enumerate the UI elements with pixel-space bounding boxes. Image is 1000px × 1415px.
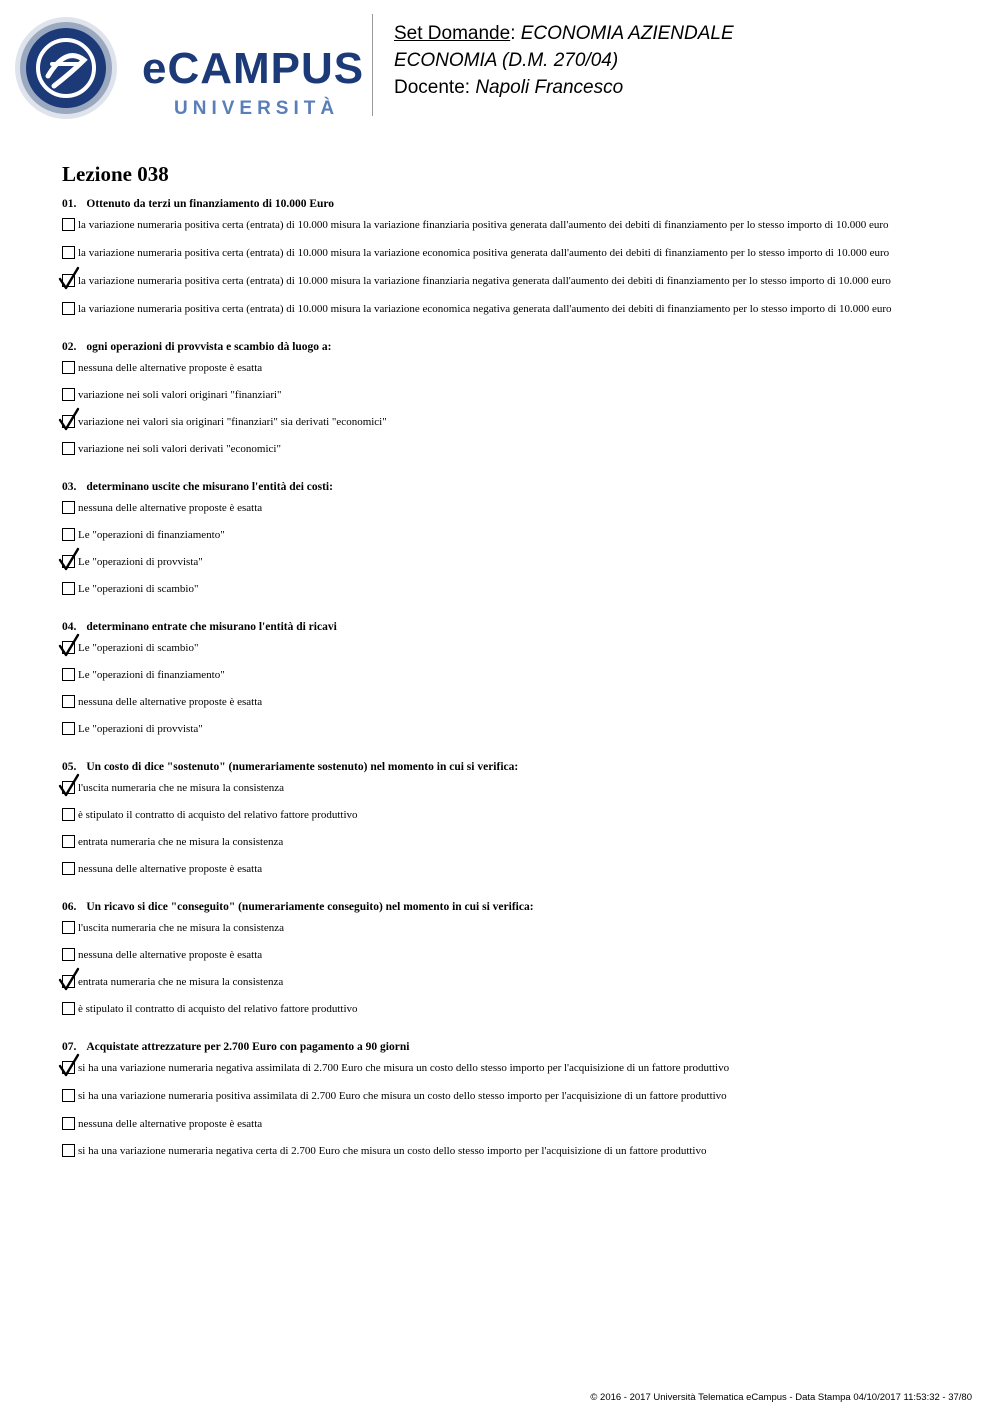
question-title (62, 477, 942, 497)
answer-text: Le "operazioni di provvista" (78, 723, 203, 735)
answer-option (62, 555, 942, 570)
header-degree: ECONOMIA (D.M. 270/04) (394, 50, 619, 71)
answer-text: si ha una variazione numeraria positiva assimilata di 2.700 Euro che misura un costo dello stesso importo per l'acquisizione di un fattore produttivo (78, 1090, 727, 1102)
answer-checkbox[interactable] (62, 641, 75, 654)
question-number: 02. (62, 341, 77, 353)
checkmark-icon (58, 967, 80, 991)
question-number: 01. (62, 198, 77, 210)
answer-text: la variazione numeraria positiva certa (entrata) di 10.000 misura la variazione economica negativa generata dall'aumento dei debiti di finanziamento per lo stesso importo di 10.000 euro (78, 303, 892, 315)
answer-checkbox[interactable] (62, 862, 75, 875)
answer-option (62, 975, 942, 990)
answer-checkbox[interactable] (62, 302, 75, 315)
answer-option (62, 1089, 942, 1104)
answer-checkbox[interactable] (62, 246, 75, 259)
answer-text: Le "operazioni di scambio" (78, 583, 199, 595)
answer-text: è stipulato il contratto di acquisto del relativo fattore produttivo (78, 1003, 358, 1015)
answer-text: la variazione numeraria positiva certa (entrata) di 10.000 misura la variazione finanziaria negativa generata dall'aumento dei debiti di finanziamento per lo stesso importo di 10.000 euro (78, 275, 891, 287)
answer-option (62, 361, 942, 376)
answer-checkbox[interactable] (62, 835, 75, 848)
question-4 (62, 617, 942, 737)
question-6 (62, 897, 942, 1017)
answer-checkbox[interactable] (62, 442, 75, 455)
answer-text: nessuna delle alternative proposte è esatta (78, 696, 263, 708)
question-title (62, 617, 942, 637)
answer-option (62, 528, 942, 543)
question-text: determinano entrate che misurano l'entità di ricavi (86, 621, 337, 633)
answer-option (62, 1117, 942, 1132)
answer-text: Le "operazioni di scambio" (78, 642, 199, 654)
answer-checkbox[interactable] (62, 948, 75, 961)
question-text: Ottenuto da terzi un finanziamento di 10.000 Euro (86, 198, 335, 210)
answer-checkbox[interactable] (62, 781, 75, 794)
question-text: determinano uscite che misurano l'entità dei costi: (86, 481, 333, 493)
answer-option (62, 722, 942, 737)
question-number: 07. (62, 1041, 77, 1053)
question-text: Un ricavo si dice "conseguito" (numerariamente conseguito) nel momento in cui si verifica: (86, 901, 534, 913)
answer-option (62, 781, 942, 796)
checkmark-icon (58, 407, 80, 431)
answer-text: Le "operazioni di provvista" (78, 556, 203, 568)
answer-option (62, 582, 942, 597)
answer-text: si ha una variazione numeraria negativa assimilata di 2.700 Euro che misura un costo dello stesso importo per l'acquisizione di un fattore produttivo (78, 1062, 730, 1074)
answer-checkbox[interactable] (62, 695, 75, 708)
answer-option (62, 442, 942, 457)
question-title (62, 1037, 942, 1057)
answer-text: nessuna delle alternative proposte è esatta (78, 1118, 263, 1130)
answer-option (62, 274, 942, 289)
answer-option (62, 668, 942, 683)
answer-text: l'uscita numeraria che ne misura la consistenza (78, 922, 285, 934)
answer-option (62, 302, 942, 317)
header-teacher-line (394, 76, 623, 100)
course-name: ECONOMIA AZIENDALE (520, 23, 734, 44)
teacher-name: Napoli Francesco (475, 77, 624, 98)
answer-option (62, 1002, 942, 1017)
question-number: 04. (62, 621, 77, 633)
answer-text: è stipulato il contratto di acquisto del relativo fattore produttivo (78, 809, 358, 821)
answer-text: nessuna delle alternative proposte è esatta (78, 863, 263, 875)
answer-option (62, 948, 942, 963)
set-label: Set Domande (394, 23, 511, 44)
question-title (62, 337, 942, 357)
question-text: ogni operazioni di provvista e scambio dà luogo a: (86, 341, 332, 353)
answer-text: si ha una variazione numeraria negativa certa di 2.700 Euro che misura un costo dello stesso importo per l'acquisizione di un fattore produttivo (78, 1145, 707, 1157)
answer-checkbox[interactable] (62, 668, 75, 681)
header-course-line: Set Domande: ECONOMIA AZIENDALE (394, 23, 734, 44)
answer-checkbox[interactable] (62, 528, 75, 541)
question-2 (62, 337, 942, 457)
answer-checkbox[interactable] (62, 501, 75, 514)
answer-option (62, 695, 942, 710)
page-footer: © 2016 - 2017 Università Telematica eCampus - Data Stampa 04/10/2017 11:53:32 - 37/80 (590, 1392, 972, 1403)
answer-checkbox[interactable] (62, 808, 75, 821)
checkmark-icon (58, 266, 80, 290)
answer-option (62, 1061, 942, 1076)
answer-text: variazione nei soli valori originari "finanziari" (78, 389, 282, 401)
answer-text: l'uscita numeraria che ne misura la consistenza (78, 782, 285, 794)
answer-option (62, 921, 942, 936)
answer-text: la variazione numeraria positiva certa (entrata) di 10.000 misura la variazione finanziaria positiva generata dall'aumento dei debiti di finanziamento per lo stesso importo di 10.000 euro (78, 219, 889, 231)
ecampus-logo (14, 14, 364, 124)
answer-checkbox[interactable] (62, 1002, 75, 1015)
answer-option (62, 862, 942, 877)
answer-checkbox[interactable] (62, 274, 75, 287)
question-5 (62, 757, 942, 877)
answer-option (62, 808, 942, 823)
answer-option (62, 218, 942, 233)
question-7 (62, 1037, 942, 1159)
question-text: Acquistate attrezzature per 2.700 Euro con pagamento a 90 giorni (86, 1041, 410, 1053)
question-title (62, 194, 942, 214)
question-title (62, 757, 942, 777)
answer-text: variazione nei valori sia originari "finanziari" sia derivati "economici" (78, 416, 387, 428)
answer-text: Le "operazioni di finanziamento" (78, 529, 225, 541)
logo-subtitle: UNIVERSITÀ (174, 98, 340, 119)
answer-checkbox[interactable] (62, 555, 75, 568)
answer-checkbox[interactable] (62, 218, 75, 231)
answer-option (62, 641, 942, 656)
answer-option (62, 501, 942, 516)
answer-checkbox[interactable] (62, 1144, 75, 1157)
answer-option (62, 388, 942, 403)
answer-text: nessuna delle alternative proposte è esatta (78, 502, 263, 514)
answer-checkbox[interactable] (62, 1089, 75, 1102)
logo-wordmark: eCAMPUS (142, 44, 365, 93)
answer-checkbox[interactable] (62, 975, 75, 988)
answer-text: nessuna delle alternative proposte è esatta (78, 949, 263, 961)
answer-option (62, 246, 942, 261)
answer-option (62, 415, 942, 430)
answer-text: Le "operazioni di finanziamento" (78, 669, 225, 681)
lesson-title: Lezione 038 (62, 162, 169, 186)
answer-option (62, 1144, 942, 1159)
question-list (62, 194, 942, 1159)
answer-checkbox[interactable] (62, 1117, 75, 1130)
question-number: 03. (62, 481, 77, 493)
answer-checkbox[interactable] (62, 582, 75, 595)
answer-text: entrata numeraria che ne misura la consistenza (78, 976, 284, 988)
question-set (62, 160, 942, 1179)
answer-option (62, 835, 942, 850)
answer-checkbox[interactable] (62, 361, 75, 374)
teacher-label: Docente: (394, 77, 471, 98)
question-3 (62, 477, 942, 597)
answer-text: nessuna delle alternative proposte è esatta (78, 362, 263, 374)
answer-checkbox[interactable] (62, 921, 75, 934)
answer-checkbox[interactable] (62, 388, 75, 401)
question-1 (62, 194, 942, 317)
question-text: Un costo di dice "sostenuto" (numerariamente sostenuto) nel momento in cui si verifica: (86, 761, 519, 773)
question-title (62, 897, 942, 917)
checkmark-icon (58, 547, 80, 571)
header-divider (372, 14, 373, 116)
ecampus-seal-icon (14, 16, 118, 120)
answer-text: entrata numeraria che ne misura la consistenza (78, 836, 284, 848)
answer-text: variazione nei soli valori derivati "economici" (78, 443, 281, 455)
answer-checkbox[interactable] (62, 415, 75, 428)
answer-checkbox[interactable] (62, 1061, 75, 1074)
answer-checkbox[interactable] (62, 722, 75, 735)
question-number: 06. (62, 901, 77, 913)
question-number: 05. (62, 761, 77, 773)
answer-text: la variazione numeraria positiva certa (entrata) di 10.000 misura la variazione economica positiva generata dall'aumento dei debiti di finanziamento per lo stesso importo di 10.000 euro (78, 247, 890, 259)
